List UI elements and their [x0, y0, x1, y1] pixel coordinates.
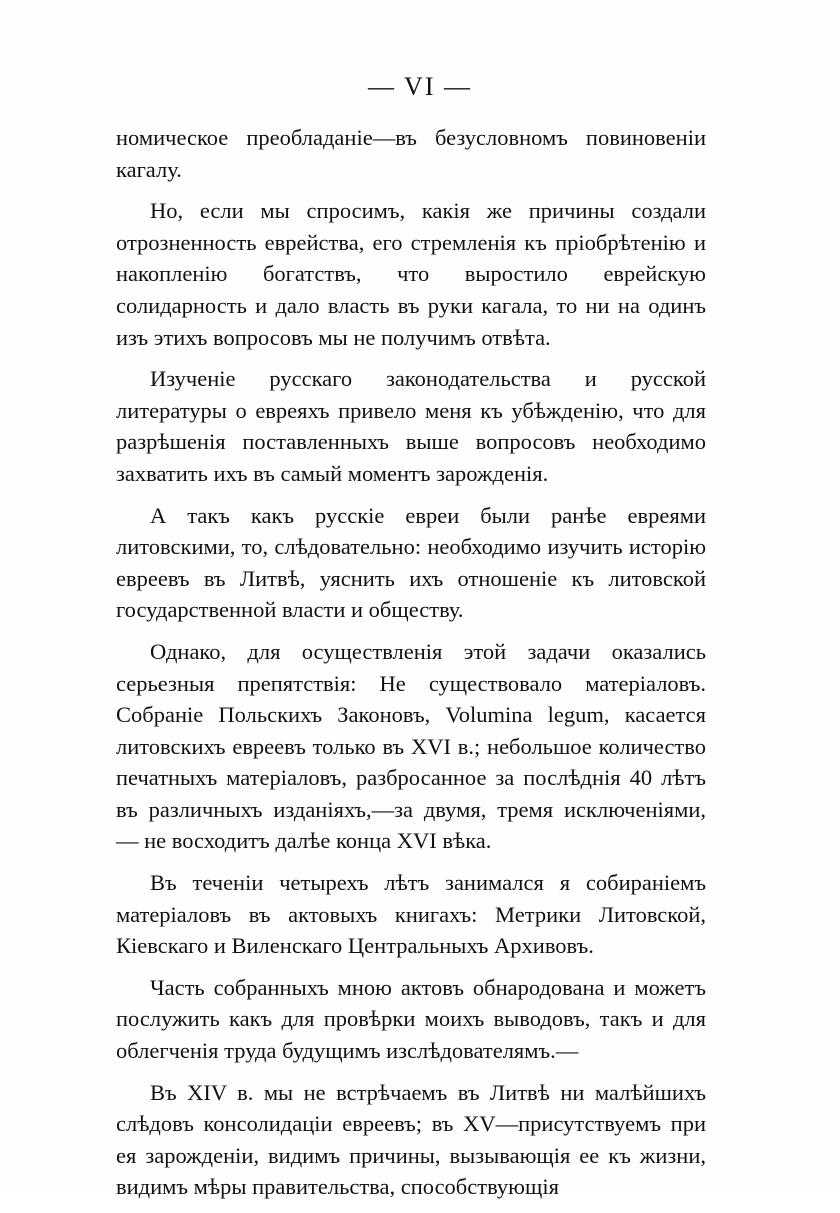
page-number: — VI —: [368, 72, 472, 101]
paragraph-8: Въ XIV в. мы не встрѣчаемъ въ Литвѣ ни малѣйшихъ слѣдовъ консолидаціи евреевъ; въ XV—присутствуемъ при ея зарожденіи, видимъ причины, вызывающія ее къ жизни, видимъ мѣры правительства, способствующія: [116, 1079, 706, 1200]
paragraph-1: номическое преобладаніе—въ безусловномъ повиновеніи кагалу.: [116, 125, 706, 182]
paragraph-3: Изученіе русскаго законодательства и русской литературы о евреяхъ привело меня къ убѣжденію, что для разрѣшенія поставленныхъ выше вопросовъ необходимо захватить ихъ въ самый моментъ зарожденія.: [116, 366, 706, 486]
paragraph-2: Но, если мы спросимъ, какія же причины создали отрозненность еврейства, его стремленія къ пріобрѣтенію и накопленію богатствъ, что выростило еврейскую солидарность и дало власть въ руки кагала, то ни на одинъ изъ этихъ вопросовъ мы не получимъ отвѣта.: [116, 198, 706, 350]
page-body: [116, 122, 706, 1213]
paragraph-6: Въ теченіи четырехъ лѣтъ занимался я собираніемъ матеріаловъ въ актовыхъ книгахъ: Метрики Литовской, Кіевскаго и Виленскаго Центральныхъ Архивовъ.: [116, 870, 706, 959]
paragraph-7: Часть собранныхъ мною актовъ обнародована и можетъ послужить какъ для провѣрки моихъ выводовъ, такъ и для облегченія труда будущимъ изслѣдователямъ.—: [116, 974, 706, 1064]
paragraph-5: Однако, для осуществленія этой задачи оказались серьезныя препятствія: Не существовало матеріаловъ. Собраніе Польскихъ Законовъ, Volumina legum, касается литовскихъ евреевъ только въ XVI в.; небольшое количество печатныхъ матеріаловъ, разбросанное за послѣднія 40 лѣтъ въ различныхъ изданіяхъ,—за двумя, тремя исключеніями, — не восходитъ далѣе конца XVI вѣка.: [116, 638, 706, 854]
paragraph-4: А такъ какъ русскіе евреи были ранѣе евреями литовскими, то, слѣдовательно: необходимо изучить исторію евреевъ въ Литвѣ, уяснить ихъ отношеніе къ литовской государственной власти и обществу.: [116, 502, 706, 623]
